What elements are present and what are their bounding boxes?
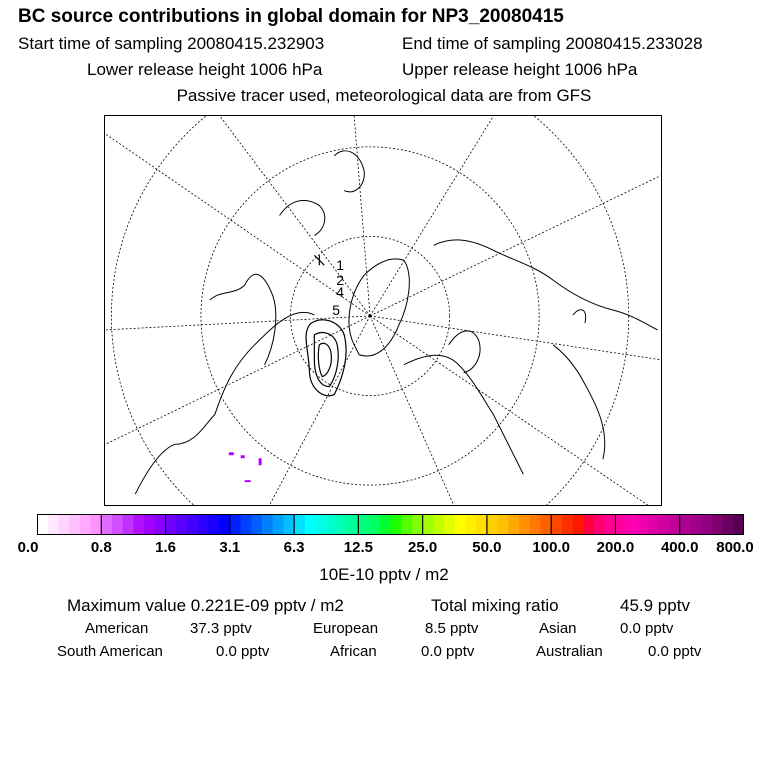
latitude-circle-outer <box>111 115 628 506</box>
colorbar-swatch <box>326 514 337 535</box>
coastlines <box>135 151 657 494</box>
colorbar-swatch <box>551 514 562 535</box>
tracer-note: Passive tracer used, meteorological data are from GFS <box>176 86 592 105</box>
colorbar-swatch <box>37 514 48 535</box>
colorbar-swatch <box>487 514 498 535</box>
meridian <box>105 316 370 330</box>
colorbar-tick-label: 0.8 <box>90 539 112 556</box>
colorbar-swatch <box>648 514 659 535</box>
polar-map <box>104 115 662 506</box>
concentration-spot <box>229 452 234 455</box>
colorbar-swatch <box>48 514 59 535</box>
coastline-scandinavia <box>449 331 480 373</box>
colorbar-swatch <box>219 514 230 535</box>
colorbar-tick-label: 50.0 <box>472 539 502 556</box>
meridian <box>370 316 661 360</box>
contour-label: 1 <box>336 257 344 274</box>
colorbar-tick-label: 25.0 <box>408 539 438 556</box>
meridian <box>220 116 370 316</box>
colorbar-swatch <box>262 514 273 535</box>
colorbar-swatch <box>123 514 134 535</box>
colorbar-swatch <box>358 514 369 535</box>
region-value: 0.0 pptv <box>648 643 702 660</box>
meridian <box>105 134 370 316</box>
region-value: 37.3 pptv <box>190 620 252 637</box>
contour-line <box>306 320 346 396</box>
colorbar-swatch <box>69 514 80 535</box>
lower-release-height: Lower release height 1006 hPa <box>87 60 323 79</box>
colorbar-swatch <box>316 514 327 535</box>
plot-title: BC source contributions in global domain for NP3_20080415 <box>18 6 564 27</box>
colorbar-swatch <box>241 514 252 535</box>
colorbar-swatch <box>133 514 144 535</box>
colorbar-tick-label: 3.1 <box>219 539 241 556</box>
colorbar-tick-label: 100.0 <box>532 539 570 556</box>
coastline-greenland <box>349 259 409 356</box>
colorbar-swatch <box>433 514 444 535</box>
colorbar-swatch <box>305 514 316 535</box>
coastline-alaska <box>210 274 276 364</box>
colorbar-swatch <box>251 514 262 535</box>
colorbar-swatch <box>166 514 177 535</box>
colorbar-tick-label: 800.0 <box>716 539 754 556</box>
colorbar-swatch <box>690 514 701 535</box>
region-value: 0.0 pptv <box>216 643 270 660</box>
concentration-spots <box>229 452 262 482</box>
colorbar-swatch <box>412 514 423 535</box>
contour-label: 4 <box>336 284 344 301</box>
colorbar-swatch <box>626 514 637 535</box>
colorbar-swatch <box>476 514 487 535</box>
colorbar-swatch <box>273 514 284 535</box>
colorbar-swatch <box>637 514 648 535</box>
colorbar-swatch <box>144 514 155 535</box>
contour-labels <box>332 257 344 318</box>
colorbar-swatch <box>508 514 519 535</box>
region-name: European <box>313 620 379 637</box>
region-value: 0.0 pptv <box>421 643 475 660</box>
coastline-europe <box>404 355 523 474</box>
colorbar-swatch <box>615 514 626 535</box>
colorbar-tick-label: 12.5 <box>343 539 373 556</box>
meridian <box>370 316 648 505</box>
contour-label: 2 <box>336 272 344 289</box>
region-name: Asian <box>539 620 577 637</box>
colorbar-swatch <box>680 514 691 535</box>
colorbar-swatch <box>723 514 734 535</box>
colorbar-swatch <box>498 514 509 535</box>
colorbar-swatch <box>380 514 391 535</box>
contour-line <box>318 343 331 376</box>
colorbar-swatch <box>112 514 123 535</box>
total-mixing-value: 45.9 pptv <box>620 596 690 615</box>
colorbar-swatch <box>176 514 187 535</box>
colorbar-swatch <box>401 514 412 535</box>
colorbar-tick-label: 200.0 <box>596 539 635 556</box>
region-value: 8.5 pptv <box>425 620 479 637</box>
colorbar-swatch <box>187 514 198 535</box>
upper-release-height: Upper release height 1006 hPa <box>402 60 638 79</box>
meridian <box>370 176 661 316</box>
coastline-siberia <box>434 240 658 330</box>
colorbar-swatch <box>540 514 551 535</box>
colorbar-swatch <box>80 514 91 535</box>
region-name: Australian <box>536 643 603 660</box>
concentration-spot <box>241 455 245 458</box>
meridian <box>354 116 370 316</box>
contour-label: 5 <box>332 301 340 318</box>
colorbar-swatch <box>594 514 605 535</box>
colorbar-swatch <box>573 514 584 535</box>
colorbar-swatch <box>91 514 102 535</box>
colorbar-tick-label: 0.0 <box>17 539 39 556</box>
colorbar-swatch <box>562 514 573 535</box>
colorbar-swatch <box>230 514 241 535</box>
colorbar-swatch <box>701 514 712 535</box>
meridian <box>370 316 454 505</box>
colorbar <box>37 514 744 535</box>
colorbar-units: 10E-10 pptv / m2 <box>319 565 449 584</box>
region-name: African <box>330 643 377 660</box>
total-mixing-label: Total mixing ratio <box>431 596 559 615</box>
colorbar-swatch <box>444 514 455 535</box>
colorbar-swatch <box>348 514 359 535</box>
colorbar-swatch <box>283 514 294 535</box>
concentration-spot <box>259 458 262 465</box>
colorbar-swatch <box>530 514 541 535</box>
colorbar-swatch <box>58 514 69 535</box>
coastline-arctic-islands <box>280 200 325 235</box>
colorbar-swatch <box>519 514 530 535</box>
coastline-japan <box>573 310 586 323</box>
colorbar-swatch <box>465 514 476 535</box>
colorbar-swatch <box>391 514 402 535</box>
colorbar-swatch <box>455 514 466 535</box>
colorbar-swatch <box>423 514 434 535</box>
region-name: South American <box>57 643 163 660</box>
colorbar-swatch <box>669 514 680 535</box>
colorbar-swatch <box>733 514 744 535</box>
colorbar-swatch <box>208 514 219 535</box>
colorbar-swatch <box>369 514 380 535</box>
colorbar-tick-label: 400.0 <box>660 539 699 556</box>
region-value: 0.0 pptv <box>620 620 674 637</box>
colorbar-tick-label: 6.3 <box>283 539 305 556</box>
colorbar-swatch <box>294 514 305 535</box>
colorbar-swatch <box>337 514 348 535</box>
colorbar-swatch <box>712 514 723 535</box>
max-value: Maximum value 0.221E-09 pptv / m2 <box>67 596 344 615</box>
colorbar-swatch <box>658 514 669 535</box>
end-time: End time of sampling 20080415.233028 <box>402 34 703 53</box>
region-name: American <box>85 620 149 637</box>
coastline-northeast-russia <box>334 151 364 192</box>
concentration-spot <box>245 480 251 482</box>
colorbar-swatch <box>101 514 112 535</box>
colorbar-swatch <box>155 514 166 535</box>
colorbar-swatch <box>605 514 616 535</box>
colorbar-swatch <box>583 514 594 535</box>
colorbar-swatch <box>198 514 209 535</box>
contour-line <box>314 255 324 265</box>
colorbar-tick-label: 1.6 <box>155 539 176 556</box>
start-time: Start time of sampling 20080415.232903 <box>18 34 325 53</box>
coastline-east-asia <box>553 345 605 459</box>
